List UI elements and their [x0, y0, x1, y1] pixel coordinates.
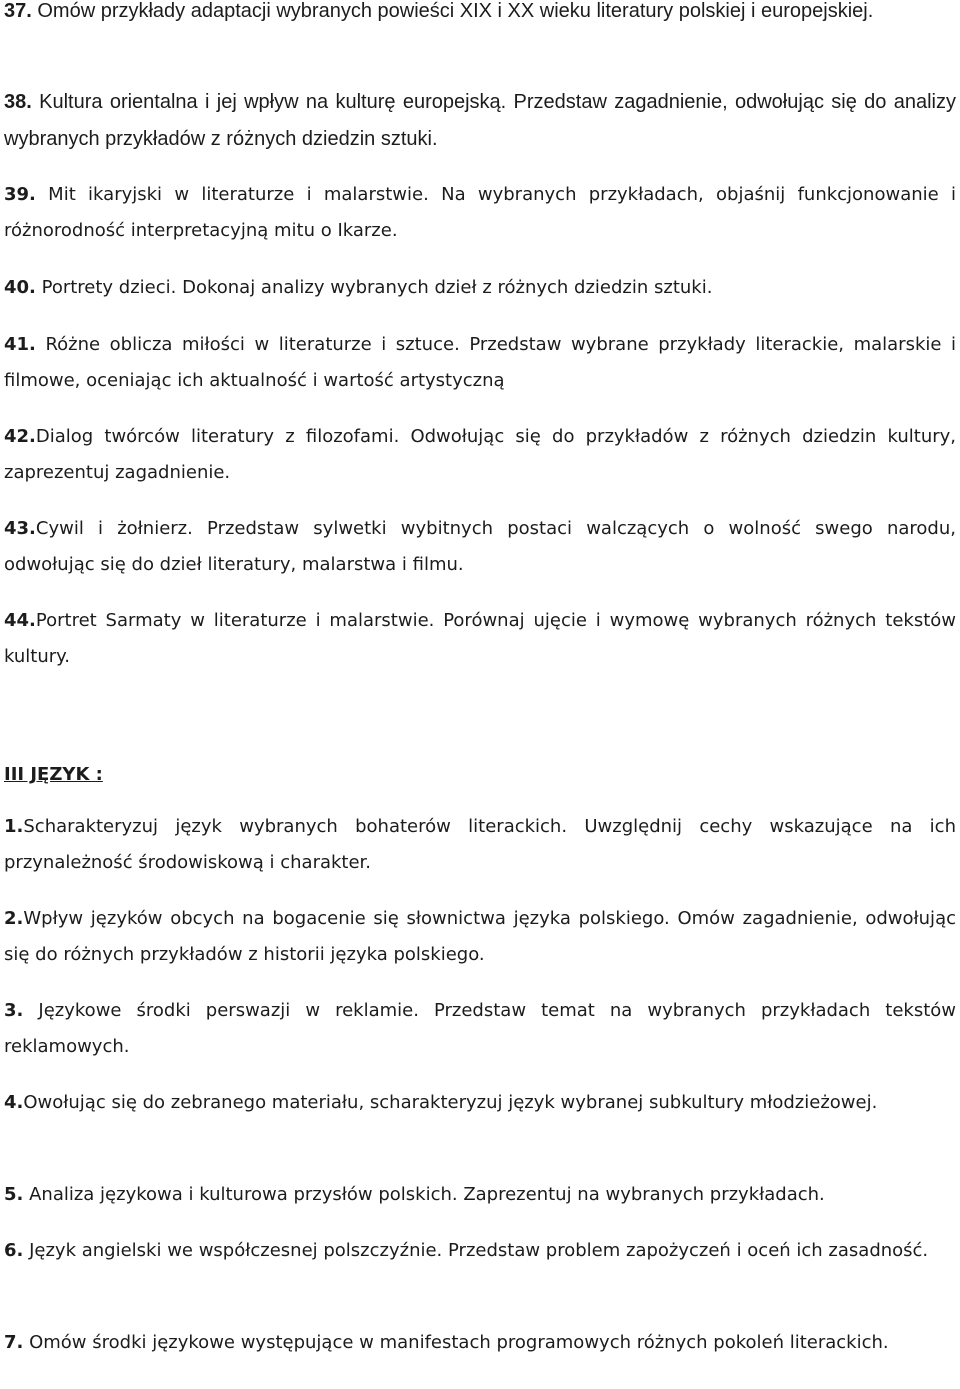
topic-number: 43.	[4, 518, 36, 539]
topic-number: 42.	[4, 426, 36, 447]
language-topic-7	[4, 1325, 956, 1361]
language-topic-1	[4, 809, 956, 881]
topic-number: 7.	[4, 1332, 24, 1353]
topic-number: 4.	[4, 1092, 24, 1113]
topic-text: Wpływ języków obcych na bogacenie się słownictwa języka polskiego. Omów zagadnienie, odwołując się do różnych przykładów z historii języka polskiego.	[4, 908, 956, 965]
topic-text: Różne oblicza miłości w literaturze i sztuce. Przedstaw wybrane przykłady literackie, malarskie i filmowe, oceniając ich aktualność i wartość artystyczną	[4, 334, 956, 391]
topic-number: 1.	[4, 816, 24, 837]
topic-number: 2.	[4, 908, 24, 929]
topic-text: Dialog twórców literatury z filozofami. Odwołując się do przykładów z różnych dziedzin kultury, zaprezentuj zagadnienie.	[4, 426, 956, 483]
topic-number: 5.	[4, 1184, 24, 1205]
language-topic-2	[4, 901, 956, 973]
section-heading: III JĘZYK :	[4, 764, 103, 785]
language-topic-6	[4, 1233, 956, 1269]
topic-42	[4, 419, 956, 491]
topic-text: Mit ikaryjski w literaturze i malarstwie. Na wybranych przykładach, objaśnij funkcjonowanie i różnorodność interpretacyjną mitu o Ikarze.	[4, 184, 956, 241]
topic-44	[4, 603, 956, 675]
topic-number: 37.	[4, 0, 32, 22]
topic-text: Analiza językowa i kulturowa przysłów polskich. Zaprezentuj na wybranych przykładach.	[23, 1184, 825, 1205]
topic-number: 44.	[4, 610, 36, 631]
topic-number: 3.	[4, 1000, 24, 1021]
topic-text: Językowe środki perswazji w reklamie. Przedstaw temat na wybranych przykładach tekstów reklamowych.	[4, 1000, 956, 1057]
topic-43	[4, 511, 956, 583]
topic-number: 6.	[4, 1240, 24, 1261]
topic-number: 38.	[4, 91, 32, 113]
language-topic-3	[4, 993, 956, 1065]
topic-37	[4, 0, 956, 30]
topic-number: 41.	[4, 334, 36, 355]
topic-39	[4, 177, 956, 249]
topic-38	[4, 84, 956, 158]
topic-text: Omów środki językowe występujące w manifestach programowych różnych pokoleń literackich.	[23, 1332, 889, 1353]
topic-41	[4, 327, 956, 399]
topic-number: 40.	[4, 277, 36, 298]
topic-text: Portret Sarmaty w literaturze i malarstwie. Porównaj ujęcie i wymowę wybranych różnych tekstów kultury.	[4, 610, 956, 667]
topic-text: Omów przykłady adaptacji wybranych powieści XIX i XX wieku literatury polskiej i europejskiej.	[31, 0, 874, 22]
topic-text: Portrety dzieci. Dokonaj analizy wybranych dzieł z różnych dziedzin sztuki.	[35, 277, 713, 298]
topic-text: Owołując się do zebranego materiału, scharakteryzuj język wybranej subkultury młodzieżowej.	[23, 1092, 878, 1113]
topic-text: Scharakteryzuj język wybranych bohaterów literackich. Uwzględnij cechy wskazujące na ich przynależność środowiskową i charakter.	[4, 816, 956, 873]
topic-40	[4, 270, 956, 306]
language-topic-4	[4, 1085, 956, 1121]
topic-number: 39.	[4, 184, 36, 205]
topic-text: Język angielski we współczesnej polszczyźnie. Przedstaw problem zapożyczeń i oceń ich zasadność.	[23, 1240, 929, 1261]
language-topic-5	[4, 1177, 956, 1213]
topic-text: Cywil i żołnierz. Przedstaw sylwetki wybitnych postaci walczących o wolność swego narodu, odwołując się do dzieł literatury, malarstwa i filmu.	[4, 518, 956, 575]
topic-text: Kultura orientalna i jej wpływ na kulturę europejską. Przedstaw zagadnienie, odwołując się do analizy wybranych przykładów z różnych dziedzin sztuki.	[4, 91, 956, 150]
